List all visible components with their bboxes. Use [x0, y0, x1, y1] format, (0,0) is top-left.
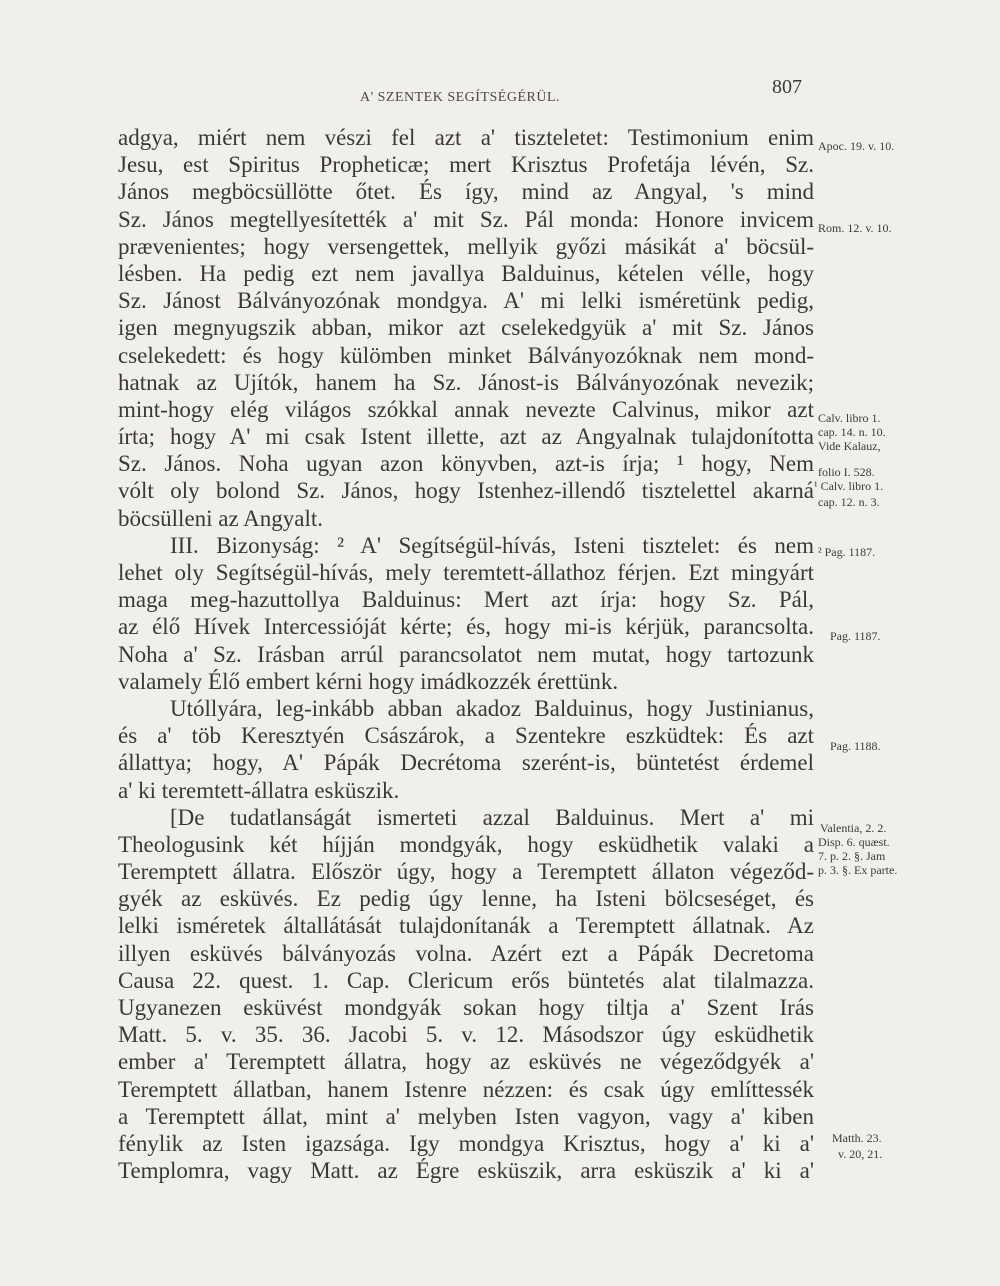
text-line: böcsülleni az Angyalt. [118, 505, 324, 531]
text-line: lelki isméretek általlátását tulajdonítanák a Teremptett állatnak. Az [118, 913, 814, 939]
text-line: Noha a' Sz. Irásban arrúl parancsolatot nem mutat, hogy tartozunk [118, 641, 814, 667]
margin-note: Disp. 6. quæst. [818, 835, 890, 849]
text-line: ember a' Teremptett állatra, hogy az esküvés ne végeződgyék a' [118, 1049, 814, 1075]
text-line: valamely Élő embert kérni hogy imádkozzék érettünk. [118, 668, 619, 694]
body-text [118, 124, 814, 1184]
text-line: Matt. 5. v. 35. 36. Jacobi 5. v. 12. Másodszor úgy esküdhetik [118, 1022, 814, 1048]
margin-note: cap. 14. n. 10. [818, 425, 886, 439]
text-line: Sz. János megtellyesítették a' mit Sz. Pál monda: Honore invicem [118, 206, 814, 232]
text-line: Teremptett állatra. Először úgy, hogy a Teremptett állaton végeződ- [118, 859, 814, 885]
text-line: Causa 22. quest. 1. Cap. Clericum erős büntetés alat tilalmazza. [118, 967, 814, 993]
margin-note: cap. 12. n. 3. [818, 495, 880, 509]
text-line: írta; hogy A' mi csak Istent illette, azt az Angyalnak tulajdonította [118, 424, 814, 450]
margin-note: ¹ Calv. libro 1. [814, 479, 884, 493]
text-line: János megböcsüllötte őtet. És így, mind az Angyal, 's mind [118, 179, 814, 205]
text-line: Ugyanezen esküvést mondgyák sokan hogy tiltja a' Szent Irás [118, 995, 814, 1020]
running-title: A' SZENTEK SEGÍTSÉGÉRÜL. [360, 90, 561, 105]
text-line: illyen esküvés bálványozás volna. Azért ezt a Pápák Decretoma [118, 940, 814, 966]
text-line: [De tudatlanságát ismerteti azzal Balduinus. Mert a' mi [170, 804, 814, 830]
margin-note: p. 3. §. Ex parte. [818, 863, 898, 877]
margin-note: Rom. 12. v. 10. [818, 221, 892, 235]
margin-note: ² Pag. 1187. [818, 545, 876, 559]
text-line: igen megnyugszik abban, mikor azt cselekedgyük a' mit Sz. János [118, 315, 814, 341]
text-line: az élő Hívek Intercessióját kérte; és, hogy mi-is kérjük, parancsolta. [118, 614, 814, 640]
text-line: Utóllyára, leg-inkább abban akadoz Balduinus, hogy Justinianus, [170, 695, 814, 721]
text-line: lehet oly Segítségül-hívás, mely teremtett-állathoz férjen. Ezt mingyárt [118, 560, 814, 585]
text-line: hatnak az Ujítók, hanem ha Sz. Jánost-is Bálványozónak nevezik; [118, 369, 814, 395]
margin-note: Pag. 1187. [830, 629, 881, 643]
margin-note: Pag. 1188. [830, 739, 881, 753]
text-line: maga meg-hazuttollya Balduinus: Mert azt írja: hogy Sz. Pál, [118, 587, 814, 613]
text-line: III. Bizonyság: ² A' Segítségül-hívás, Isteni tisztelet: és nem [170, 532, 814, 558]
text-line: Jesu, est Spiritus Propheticæ; mert Krisztus Profetája lévén, Sz. [118, 152, 814, 178]
margin-note: Calv. libro 1. [818, 411, 881, 425]
margin-note: Matth. 23. [832, 1131, 882, 1145]
text-line: vólt oly bolond Sz. János, hogy Istenhez-illendő tisztelettel akarná [118, 478, 814, 504]
text-line: Sz. János. Noha ugyan azon könyvben, azt-is írja; ¹ hogy, Nem [118, 451, 814, 477]
text-line: a' ki teremtett-állatra esküszik. [118, 777, 400, 803]
text-line: cselekedett: és hogy külömben minket Bálványozóknak nem mond- [118, 342, 814, 368]
text-line: Sz. Jánost Bálványozónak mondgya. A' mi lelki isméretünk pedig, [118, 288, 814, 314]
page-number: 807 [772, 76, 802, 98]
text-line: fénylik az Isten igazsága. Igy mondgya Krisztus, hogy a' ki a' [118, 1130, 814, 1156]
text-line: Theologusink két híjján mondgyák, hogy esküdhetik valaki a [118, 831, 814, 857]
text-line: adgya, miért nem vészi fel azt a' tiszteletet: Testimonium enim [118, 125, 814, 150]
margin-note: Apoc. 19. v. 10. [818, 139, 895, 153]
margin-note: 7. p. 2. §. Jam [818, 849, 886, 863]
text-line: lésben. Ha pedig ezt nem javallya Balduinus, kételen vélle, hogy [118, 260, 814, 286]
text-line: a Teremptett állat, mint a' melyben Isten vagyon, vagy a' kiben [118, 1103, 814, 1129]
text-line: mint-hogy elég világos szókkal annak nevezte Calvinus, mikor azt [118, 396, 814, 422]
text-line: prævenientes; hogy versengettek, mellyik győzi másikát a' böcsül- [118, 233, 814, 259]
text-line: és a' töb Keresztyén Császárok, a Szentekre eszküdtek: És azt [118, 723, 814, 749]
margin-note: Vide Kalauz, [818, 439, 881, 453]
text-line: Teremptett állatban, hanem Istenre nézzen: és csak úgy említtessék [118, 1076, 814, 1102]
text-line: Templomra, vagy Matt. az Égre esküszik, arra esküszik a' ki a' [118, 1158, 814, 1184]
margin-note: Valentia, 2. 2. [820, 821, 887, 835]
text-line: állattya; hogy, A' Pápák Decrétoma szerént-is, büntetést érdemel [118, 750, 814, 776]
margin-note: folio I. 528. [818, 465, 875, 479]
text-line: gyék az esküvés. Ez pedig úgy lenne, ha Isteni bölcseséget, és [118, 886, 814, 912]
margin-note: v. 20, 21. [838, 1147, 883, 1161]
